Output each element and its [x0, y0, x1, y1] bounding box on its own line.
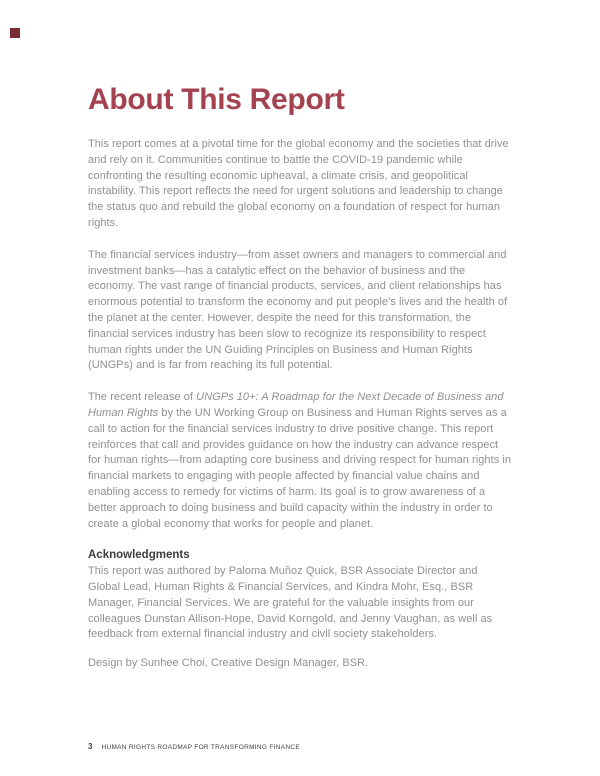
corner-mark — [10, 28, 20, 38]
industry-paragraph: The financial services industry—from asset owners and managers to commercial and investment banks—has a catalytic effect on the behavior of business and the economy. The vast range of financial products, services, and client relationships has enormous potential to transform the economy and put people’s lives and the health of the planet at the center. However, despite the need for this transformation, the financial services industry has been slow to recognize its responsibility to respect human rights under the UN Guiding Principles on Business and Human Rights (UNGPs) and is far from reaching its full potential. — [88, 248, 508, 372]
acknowledgments-paragraph: This report was authored by Paloma Muñoz Quick, BSR Associate Director and Global Lead, Human Rights & Financial Services, and Kindra Mohr, Esq., BSR Manager, Financial Services. We are grateful for the valuable insights from our colleagues Dunstan Allison-Hope, David Korngold, and Jenny Vaughan, as well as feedback from external financial industry and civil society stakeholders. — [88, 565, 493, 641]
roadmap-paragraph-lead: The recent release of — [88, 391, 197, 404]
page-footer — [88, 742, 300, 751]
footer-title: HUMAN RIGHTS ROADMAP FOR TRANSFORMING FINANCE — [101, 744, 300, 751]
acknowledgments-heading: Acknowledgments — [88, 549, 190, 562]
report-page-content — [88, 84, 512, 672]
intro-paragraph: This report comes at a pivotal time for the global economy and the societies that drive and rely on it. Communities continue to battle the COVID-19 pandemic while confronting the resulting economic upheaval, a climate crisis, and geopolitical instability. This report reflects the need for urgent solutions and leadership to change the status quo and rebuild the global economy on a foundation of respect for human rights. — [88, 138, 509, 229]
page-number: 3 — [88, 742, 93, 751]
design-credit: Design by Sunhee Choi, Creative Design Manager, BSR. — [88, 657, 369, 670]
roadmap-paragraph — [88, 390, 512, 532]
roadmap-paragraph-rest: by the UN Working Group on Business and Human Rights serves as a call to action for the financial services industry to drive positive change. This report reinforces that call and provides guidance on how the industry can advance respect for human rights—from adapting core business and driving respect for human rights in financial markets to engaging with people affected by financial value chains and enabling access to remedy for victims of harm. Its goal is to grow awareness of a better approach to doing business and build capacity within the industry in order to create a global economy that works for people and planet. — [88, 406, 512, 530]
report-title-italic: UNGPs 10+: A Roadmap for the Next Decade of Business and Human Rights — [88, 391, 504, 419]
page-title: About This Report — [88, 83, 345, 116]
